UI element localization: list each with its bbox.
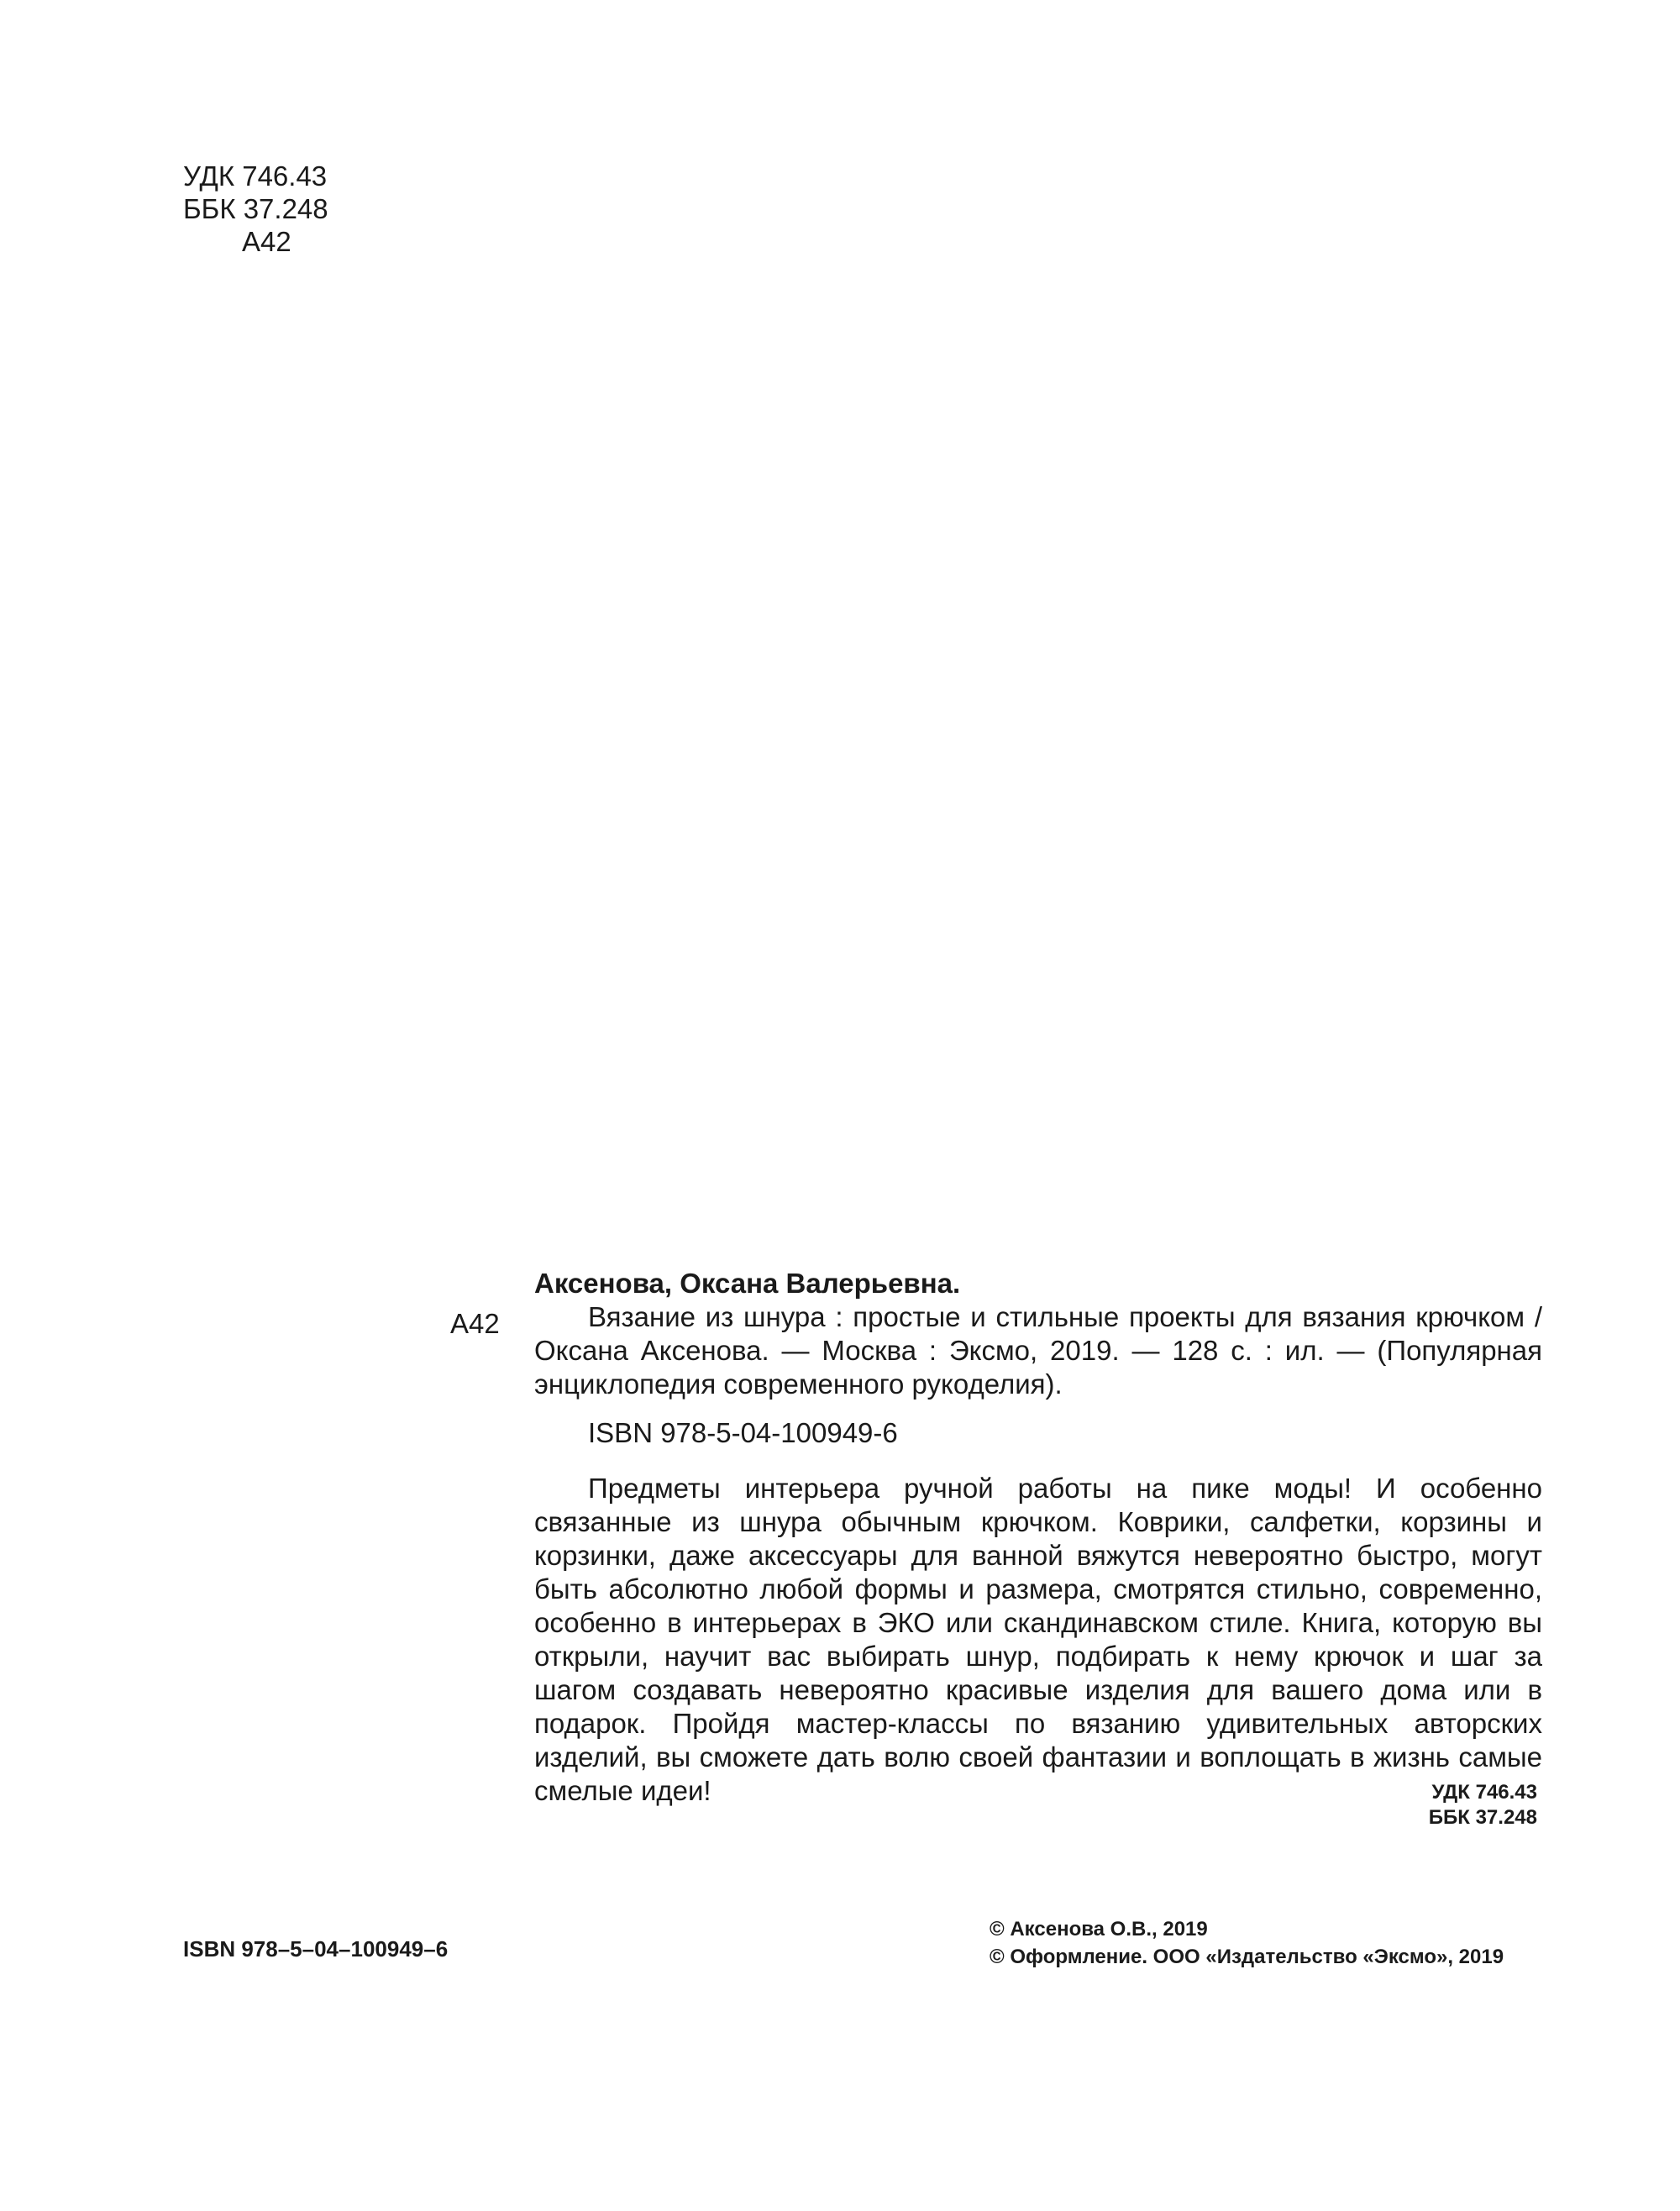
title-statement: Вязание из шнура : простые и стильные проекты для вязания крючком / Оксана Аксенова. — Москва : Эксмо, 2019. — 128 с. : ил. — (Популярная энциклопедия современного рукоделия). <box>534 1301 1542 1400</box>
top-udk-code: УДК 746.43 <box>183 160 328 192</box>
record-bbk-code: ББК 37.248 <box>1428 1806 1537 1829</box>
top-bbk-code: ББК 37.248 <box>183 193 328 224</box>
bibliographic-record <box>534 1267 1542 1808</box>
record-udk-code: УДК 746.43 <box>1431 1781 1537 1804</box>
record-classification-codes <box>1260 1780 1537 1830</box>
copyright-block <box>990 1915 1504 1971</box>
top-classification-codes <box>183 160 328 258</box>
record-isbn: ISBN 978-5-04-100949-6 <box>588 1417 898 1448</box>
annotation-text: Предметы интерьера ручной работы на пике моды! И особенно связанные из шнура обычным крючком. Коврики, салфетки, корзины и корзинки, даже аксессуары для ванной вяжутся невероятно быстро, могут быть абсолютно любой формы и размера, смотрятся стильно, современно, особенно в интерьерах в ЭКО или скандинавском стиле. Книга, которую вы открыли, научит вас выбирать шнур, подбирать к нему крючок и шаг за шагом создавать невероятно красивые изделия для вашего дома или в подарок. Пройдя мастер-классы по вязанию удивительных авторских изделий, вы сможете дать волю своей фантазии и воплощать в жизнь самые смелые идеи! <box>534 1473 1542 1806</box>
author-heading: Аксенова, Оксана Валерьевна. <box>534 1268 961 1299</box>
footer-isbn: ISBN 978–5–04–100949–6 <box>183 1936 449 1962</box>
copyright-author: © Аксенова О.В., 2019 <box>990 1918 1208 1941</box>
copyright-design: © Оформление. ООО «Издательство «Эксмо», 2019 <box>990 1946 1504 1968</box>
record-author-mark: А42 <box>450 1308 500 1339</box>
top-author-mark: А42 <box>242 226 291 257</box>
